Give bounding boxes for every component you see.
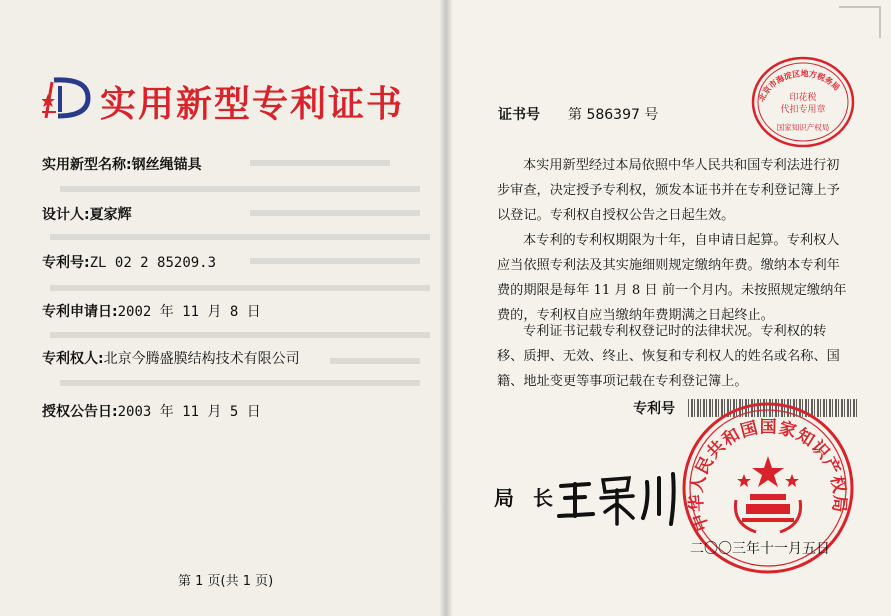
field-label: 专利权人:	[42, 351, 104, 367]
page-footer: 第 1 页(共 1 页)	[178, 574, 274, 589]
seal-small-bottom-text: 国家知识产权局	[776, 123, 830, 132]
seal-small-line-2: 代扣专用章	[780, 105, 826, 115]
paragraph-term: 本专利的专利权期限为十年，自申请日起算。专利权人应当依照专利法及其实施细则规定缴纳年费。缴纳本专利年费的期限是每年 11 月 8 日 前一个月内。未按照规定缴纳年费的，专利权自应当缴纳年费期满之日起终止。	[497, 233, 847, 323]
field-utility-model-name	[42, 154, 202, 174]
field-label: 授权公告日:	[42, 404, 118, 420]
patent-office-logo-icon	[42, 72, 98, 126]
field-value: 2002 年 11 月 8 日	[117, 304, 261, 320]
field-value: 2003 年 11 月 5 日	[117, 404, 261, 420]
national-emblem-icon	[735, 456, 800, 532]
tax-stamp-seal	[748, 54, 858, 154]
paragraph-grant: 本实用新型经过本局依照中华人民共和国专利法进行初步审查，决定授予专利权，颁发本证书并在专利登记簿上予以登记。专利权自授权公告之日起生效。	[497, 158, 840, 223]
field-value: 钢丝绳锚具	[131, 157, 202, 173]
patent-number-label: 专利号	[633, 401, 675, 417]
seal-small-ring-text: 北京市海淀区地方税务局	[755, 68, 842, 104]
field-value: 北京今腾盛膜结构技术有限公司	[103, 351, 300, 367]
scan-noise	[50, 285, 430, 291]
field-label: 实用新型名称:	[42, 157, 132, 173]
scan-noise	[250, 160, 390, 166]
scan-noise	[250, 210, 420, 216]
certificate-title: 实用新型专利证书	[100, 83, 405, 125]
field-value: ZL 02 2 85209.3	[89, 255, 217, 271]
certificate-number-value: 第 586397 号	[568, 107, 659, 123]
field-label: 专利号:	[42, 255, 90, 271]
scan-noise	[60, 186, 420, 192]
scan-noise	[50, 332, 430, 338]
field-patent-number	[42, 252, 216, 272]
field-value: 夏家辉	[89, 207, 132, 223]
page-fold	[440, 0, 452, 616]
field-label: 设计人:	[42, 207, 90, 223]
corner-ornament	[839, 6, 881, 38]
field-patentee	[42, 348, 300, 368]
seal-small-line-1: 印花税	[789, 93, 817, 103]
director-label: 局 长	[494, 486, 559, 510]
scan-noise	[250, 258, 420, 264]
director-signature	[555, 468, 685, 532]
seal-big-ring-text: 中华人民共和国国家知识产权局	[686, 417, 850, 534]
field-label: 专利申请日:	[42, 304, 118, 320]
paragraph-legal-status: 专利证书记载专利权登记时的法律状况。专利权的转移、质押、无效、终止、恢复和专利权人的姓名或名称、国籍、地址变更等事项记载在专利登记簿上。	[497, 324, 840, 389]
scan-noise	[60, 380, 420, 386]
scan-noise	[50, 234, 430, 240]
issue-date: 二〇〇三年十一月五日	[690, 541, 830, 557]
certificate-number	[498, 104, 658, 124]
field-grant-date	[42, 401, 261, 421]
scan-noise	[330, 358, 420, 364]
certificate-number-label: 证书号	[498, 107, 540, 123]
field-application-date	[42, 301, 261, 321]
field-designer	[42, 204, 132, 224]
